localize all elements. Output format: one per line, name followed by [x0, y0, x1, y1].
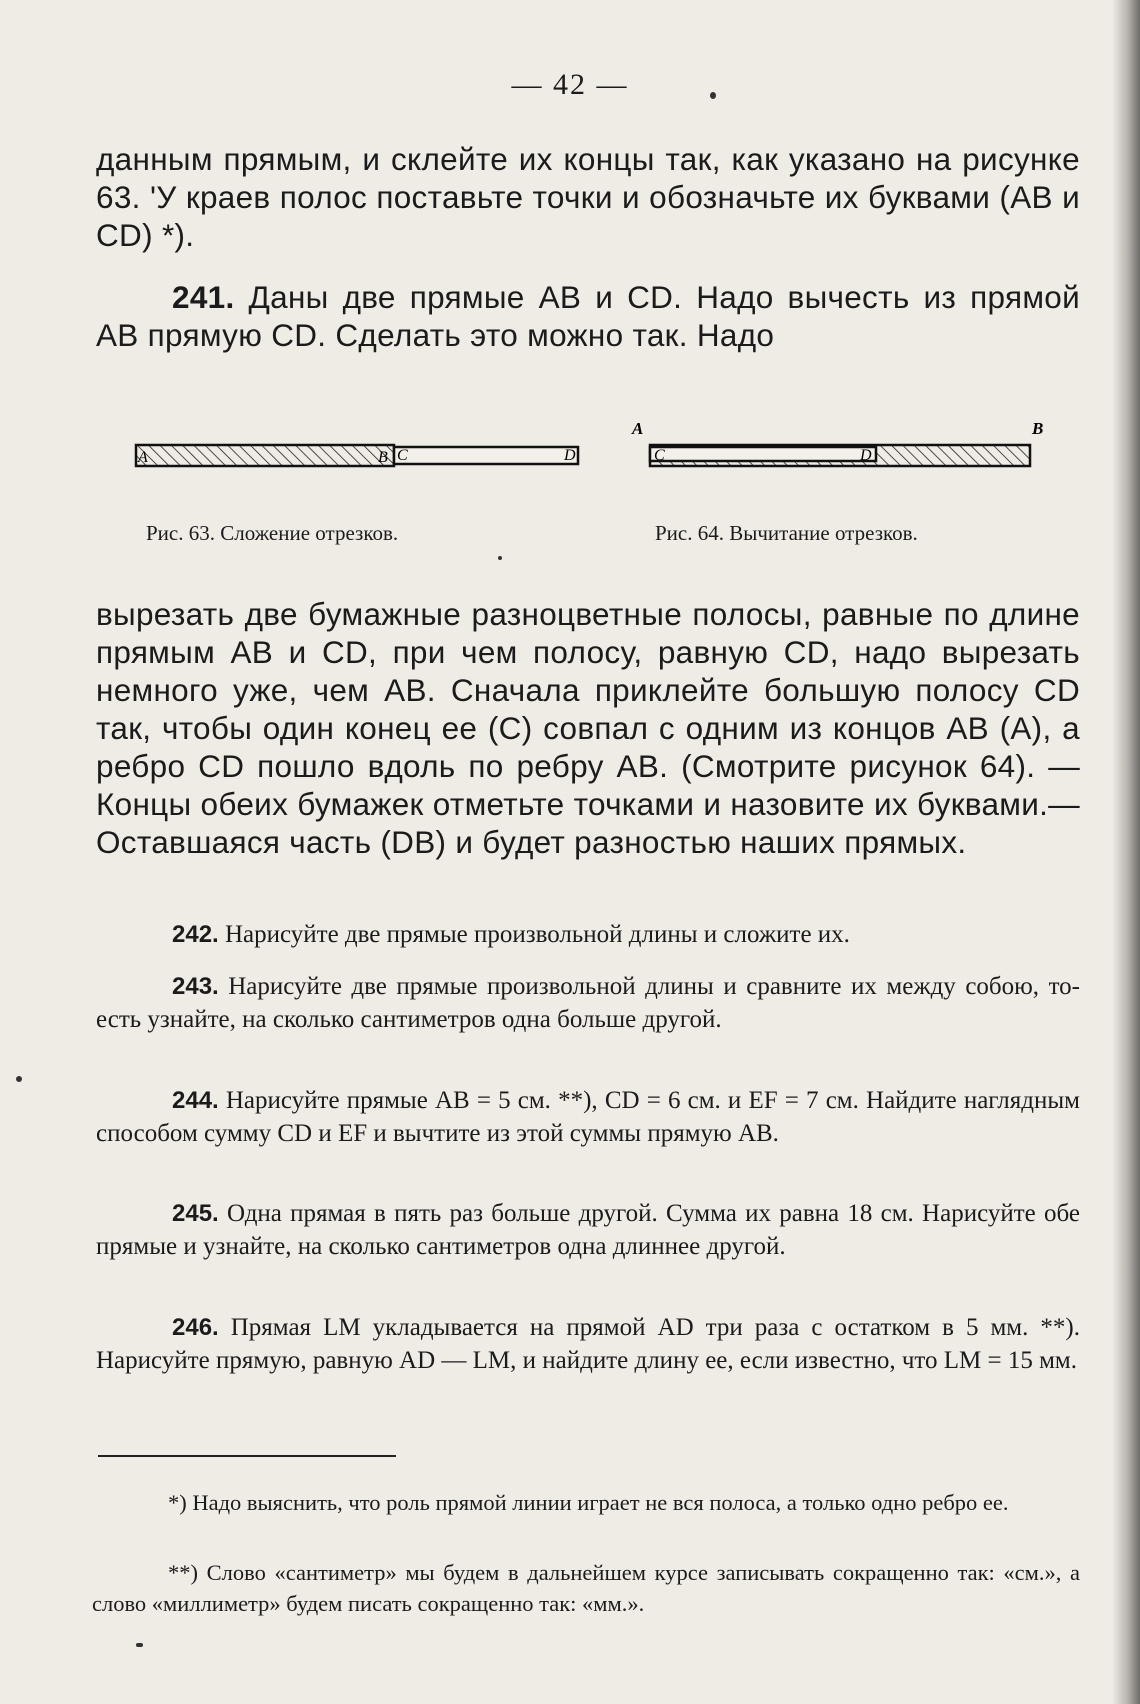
- problem-number: 244.: [172, 1087, 219, 1114]
- problem-number: 245.: [172, 1200, 219, 1227]
- figure-63-addition-of-segments: [134, 420, 594, 480]
- problem-246: [96, 1311, 1080, 1377]
- scan-speck: [16, 1076, 22, 1082]
- problem-245: [96, 1197, 1080, 1263]
- label-d: D: [860, 447, 872, 464]
- label-a: A: [138, 449, 148, 466]
- label-b: B: [378, 449, 388, 466]
- label-c: C: [397, 447, 408, 464]
- problem-text: Нарисуйте две прямые произвольной длины и сравните их между собою, то-есть узнайте, на сколько сантиметров одна больше другой.: [96, 973, 1080, 1033]
- problem-number: 242.: [172, 921, 219, 948]
- scan-speck: [498, 556, 502, 560]
- problem-text: Одна прямая в пять раз больше другой. Сумма их равна 18 см. Нарисуйте обе прямые и узнайте, на сколько сантиметров одна длиннее другой.: [96, 1200, 1080, 1260]
- figure-64-subtraction-of-segments: [628, 419, 1044, 480]
- figure-63-caption: Рис. 63. Сложение отрезков.: [146, 521, 399, 545]
- problem-number: 241.: [172, 279, 235, 315]
- paragraph-241-continued: вырезать две бумажные разноцветные полосы, равные по длине прямым AB и CD, при чем полосу, равную CD, надо вырезать немного уже, чем AB. Сначала приклейте большую полосу CD так, чтобы один конец ее (C) совпал с одним из концов AB (A), а ребро CD пошло вдоль по ребру AB. (Смотрите рисунок 64). — Концы обеих бумажек отметьте точками и назовите их буквами.—Оставшаяся часть (DB) и будет разностью наших прямых.: [96, 596, 1080, 860]
- label-b: B: [1032, 419, 1044, 438]
- footnote-2: **) Слово «сантиметр» мы будем в дальнейшем курсе записывать сокращенно так: «см.», а слово «миллиметр» будем писать сокращенно так: «мм.».: [92, 1560, 1080, 1616]
- footnote-1: *) Надо выяснить, что роль прямой линии играет не вся полоса, а только одно ребро ее.: [168, 1490, 1009, 1515]
- paragraph-intro: данным прямым, и склейте их концы так, как указано на рисунке 63. 'У краев полос поставьте точки и обозначьте их буквами (AB и CD) *).: [96, 141, 1080, 253]
- strip-cd: [394, 447, 578, 464]
- footnote-divider: [98, 1455, 396, 1457]
- problem-text: Даны две прямые AB и CD. Надо вычесть из прямой AB прямую CD. Сделать это можно так. Надо: [96, 279, 1080, 353]
- problem-242: [96, 918, 1080, 951]
- problem-number: 243.: [172, 973, 219, 1000]
- page-edge-shadow: [1112, 0, 1140, 1704]
- problem-text: Нарисуйте прямые AB = 5 см. **), CD = 6 см. и EF = 7 см. Найдите наглядным способом сумму CD и EF и вычтите из этой суммы прямую AB.: [96, 1087, 1080, 1147]
- problem-text: Нарисуйте две прямые произвольной длины и сложите их.: [218, 921, 850, 948]
- problem-text: Прямая LM укладывается на прямой AD три раза с остатком в 5 мм. **). Нарисуйте прямую, равную AD — LM, и найдите длину ее, если известно, что LM = 15 мм.: [96, 1314, 1080, 1374]
- figure-64-caption: Рис. 64. Вычитание отрезков.: [655, 521, 918, 545]
- paragraph-241: [96, 278, 1080, 354]
- scan-speck: [136, 1643, 143, 1647]
- label-d: D: [564, 447, 576, 464]
- label-c: C: [654, 447, 665, 464]
- strip-ab: [136, 445, 394, 466]
- problem-243: [96, 970, 1080, 1036]
- page-number: — 42 —: [511, 68, 629, 101]
- scan-speck: [710, 92, 716, 99]
- problem-number: 246.: [172, 1314, 219, 1341]
- problem-244: [96, 1084, 1080, 1150]
- label-a: A: [632, 419, 644, 438]
- strip-cd: [650, 447, 876, 461]
